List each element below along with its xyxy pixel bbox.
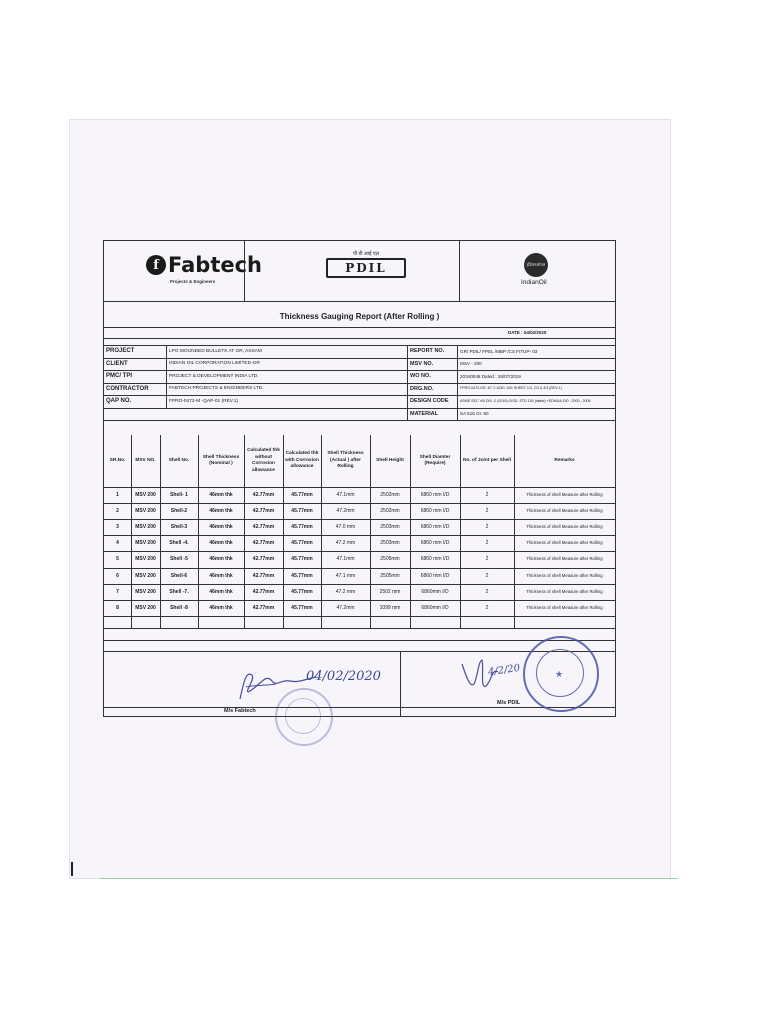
- table-cell: Shell -8: [170, 604, 188, 611]
- table-cell: 42.77mm: [252, 508, 275, 515]
- table-cell: 2: [485, 572, 489, 579]
- table-cell: Thickness of shell Measure after Rolling: [526, 604, 603, 610]
- table-cell: MSV 200: [135, 540, 156, 547]
- table-cell: 45.77mm: [291, 588, 313, 595]
- table-cell: Shell-2: [170, 508, 188, 515]
- header-divider: [459, 241, 460, 301]
- table-cell: 45.77mm: [291, 540, 313, 547]
- table-header-cell: Shell No.: [168, 457, 190, 463]
- table-cell: 47.0 mm: [335, 524, 356, 531]
- table-header-cell: No. of Joint per Shell: [463, 457, 511, 463]
- table-cell: Thickness of shell Measure after Rolling: [526, 492, 603, 497]
- table-cell: Shell- 1: [170, 492, 188, 498]
- table-cell: 47.1 mm: [335, 572, 356, 579]
- table-cell: 2: [485, 492, 489, 498]
- table-cell: 46mm thk: [209, 588, 233, 595]
- info-label: PROJECT: [106, 348, 135, 354]
- info-label: DESIGN CODE: [410, 398, 449, 404]
- table-header-cell: MSV NO.: [135, 457, 156, 463]
- info-value: INDIAN OIL CORPORATION LIMITED-GR: [169, 361, 260, 366]
- table-cell: 2: [485, 524, 489, 531]
- table-cell: 7: [116, 588, 119, 595]
- info-label: REPORT NO.: [410, 348, 445, 354]
- table-cell: 2: [485, 588, 489, 595]
- table-cell: 47.2mm: [336, 604, 355, 611]
- fabtech-logo-subtitle: Projects & Engineers: [170, 279, 216, 284]
- table-cell: 45.77mm: [291, 508, 313, 515]
- info-value: 20340048 Dated : 26/07/2019: [460, 373, 521, 379]
- table-cell: 2503mm: [380, 540, 400, 547]
- table-cell: 2502 mm: [379, 588, 401, 595]
- pdil-logo-text: PDIL: [326, 258, 406, 278]
- table-cell: MSV 200: [135, 508, 156, 515]
- pdil-stamp: [523, 636, 599, 712]
- table-cell: 42.77mm: [252, 556, 275, 563]
- fabtech-signature-label: M/s Fabtech: [224, 708, 256, 714]
- fabtech-logo-icon: f: [146, 255, 166, 275]
- info-value: ASME SEC VIII DIV -2 (2015) OISD- STD 150 (latest) +EDMUA 150 : 2000 , 2005: [460, 398, 591, 403]
- table-cell: 46mm thk: [209, 524, 233, 531]
- table-cell: 6860mm I/D: [421, 604, 449, 611]
- table-cell: 47.1mm: [336, 492, 355, 498]
- table-header-cell: SR.No.: [109, 457, 126, 463]
- table-header-cell: Calculated thk with Corrosion allowance: [285, 451, 319, 470]
- table-header-cell: Shell Diamter (Require): [419, 454, 451, 466]
- table-cell: 42.77mm: [252, 588, 275, 595]
- table-cell: 6860 mm I/D: [420, 540, 450, 547]
- table-cell: MSV 200: [135, 556, 156, 563]
- scan-mark: [71, 862, 73, 876]
- table-cell: MSV 200: [135, 492, 156, 498]
- table-cell: Shell -4.: [169, 540, 189, 547]
- table-cell: 2: [485, 604, 489, 611]
- info-row-rule: [104, 345, 615, 346]
- fabtech-logo-text: Fabtech: [168, 253, 262, 277]
- table-cell: MSV 200: [135, 572, 156, 579]
- pdil-signature-label: M/s PDIL: [497, 700, 521, 706]
- pdil-logo-hindi: पी डी आई एल: [353, 251, 379, 257]
- table-cell: 6: [116, 572, 119, 579]
- info-value: FABTECH PROJECTS & ENGINEERS LTD.: [169, 386, 264, 391]
- info-label: CONTRACTOR: [106, 385, 149, 392]
- info-divider: [457, 345, 458, 420]
- table-cell: 6860 mm I/D: [420, 556, 450, 563]
- table-cell: Thickness of shell Measure after Rolling: [526, 524, 603, 530]
- info-divider: [407, 345, 408, 420]
- table-cell: 46mm thk: [209, 572, 233, 579]
- indianoil-logo-icon: इंडियनऑयल: [524, 253, 548, 277]
- info-row-rule: [104, 370, 615, 371]
- table-cell: 47.2 mm: [335, 588, 356, 595]
- info-value: FPRO-0472-M -QAP-01 (REV.1): [169, 398, 239, 404]
- table-cell: 42.77mm: [252, 492, 275, 498]
- pdil-logo: [322, 251, 410, 279]
- table-cell: 2505mm: [380, 556, 400, 563]
- info-value: FPRO-0472-DR -67-T-103D -001 SHEET 1/3, 2/3 & 3/3 (REV.1): [460, 386, 562, 390]
- info-value: MSV - 200: [460, 361, 482, 366]
- table-cell: Shell -5: [170, 556, 188, 563]
- table-header-cell: Remarks: [554, 457, 575, 463]
- table-cell: 6860 mm I/D: [420, 524, 450, 531]
- info-row-rule: [104, 383, 615, 384]
- info-value: PROJECT & DEVELOPMENT INDIA LTD.: [169, 373, 259, 379]
- info-label: CLIENT: [106, 360, 128, 367]
- pdil-signature-date: 4/2/20: [487, 662, 521, 679]
- info-label: MSV NO.: [410, 360, 434, 367]
- table-cell: MSV 200: [135, 604, 156, 611]
- table-cell: 42.77mm: [252, 604, 275, 611]
- info-row-rule: [104, 358, 615, 359]
- table-cell: 45.77mm: [291, 604, 313, 611]
- info-divider: [166, 345, 167, 408]
- info-label: PMC/ TPI: [106, 373, 133, 379]
- table-cell: 2505mm: [380, 572, 400, 579]
- table-cell: 47.1mm: [336, 556, 355, 563]
- table-cell: 6860 mm I/D: [420, 508, 450, 515]
- table-cell: 47.2 mm: [335, 540, 356, 547]
- table-cell: Shell-6: [170, 572, 188, 579]
- info-row-rule: [104, 420, 615, 421]
- table-cell: 2503mm: [380, 524, 400, 531]
- table-cell: 45.77mm: [291, 524, 313, 531]
- info-label: DRG.NO.: [410, 385, 434, 392]
- table-header-cell: Shell Thickness (Actual ) after Rolling: [327, 451, 364, 470]
- table-cell: 46mm thk: [209, 540, 233, 547]
- table-cell: 6860 mm I/D: [420, 572, 450, 579]
- table-header-cell: Shell Thickness (Nominal ): [202, 454, 240, 466]
- table-cell: 42.77mm: [252, 572, 275, 579]
- table-cell: 3: [116, 524, 119, 531]
- table-cell: 45.77mm: [291, 492, 313, 498]
- table-cell: 47.2mm: [336, 508, 355, 515]
- table-cell: 2502mm: [380, 508, 400, 515]
- table-cell: Thickness of shell Measure after Rolling: [526, 540, 603, 546]
- table-cell: MSV 200: [135, 588, 156, 595]
- report-date: DATE : 04/02/2020: [508, 330, 547, 335]
- table-cell: Shell-3: [170, 524, 188, 531]
- table-cell: 46mm thk: [209, 492, 233, 498]
- info-label: MATERIAL: [410, 410, 439, 417]
- date-rule: [104, 338, 615, 339]
- table-cell: 6860 mm I/D: [420, 492, 450, 498]
- table-cell: Thickness of shell Measure after Rolling: [526, 556, 603, 562]
- report-title: Thickness Gauging Report (After Rolling ): [279, 312, 440, 321]
- table-cell: 6860mm I/D: [421, 588, 449, 595]
- info-label: QAP NO.: [106, 398, 132, 404]
- info-row-rule: [104, 408, 615, 409]
- table-header-cell: Shell Height: [376, 457, 404, 463]
- info-value: SA 516 Gr. 60: [460, 411, 489, 416]
- table-cell: 42.77mm: [252, 540, 275, 547]
- table-cell: Thickness of shell Measure after Rolling: [526, 508, 603, 514]
- info-label: WO NO.: [410, 373, 431, 379]
- table-cell: 2: [485, 540, 489, 547]
- table-row-rule: [104, 616, 615, 617]
- table-cell: 46mm thk: [209, 604, 233, 611]
- header-rule: [104, 301, 615, 302]
- indianoil-logo-text: IndianOil: [521, 279, 547, 286]
- table-cell: MSV 200: [135, 524, 156, 531]
- table-cell: 45.77mm: [291, 572, 313, 579]
- info-row-rule: [104, 395, 615, 396]
- header-divider: [244, 241, 245, 301]
- table-cell: 42.77mm: [252, 524, 275, 531]
- table-cell: 8: [116, 604, 119, 611]
- table-cell: Thickness of shell Measure after Rolling: [526, 588, 603, 594]
- table-cell: 46mm thk: [209, 508, 233, 515]
- table-cell: 1099 mm: [379, 604, 401, 611]
- table-cell: 5: [116, 556, 119, 563]
- table-cell: Thickness of shell Measure after Rolling: [526, 572, 603, 578]
- table-cell: Shell -7.: [169, 588, 189, 595]
- info-value: LPG MOUNDED BULLETS AT GR, ASSAM: [169, 348, 262, 354]
- info-value: GR/ PDIL/ FPEL /MBP /CS FITUP- 03: [460, 348, 538, 354]
- table-cell: 2502mm: [380, 492, 400, 498]
- table-cell: 2: [485, 556, 489, 563]
- table-cell: 46mm thk: [209, 556, 233, 563]
- title-rule: [104, 327, 615, 328]
- table-cell: 4: [116, 540, 119, 547]
- svg-text:★: ★: [554, 670, 564, 680]
- table-spacer-rule: [104, 628, 615, 629]
- table-cell: 2: [116, 508, 119, 515]
- table-cell: 2: [485, 508, 489, 515]
- scan-edge-line: [100, 878, 678, 879]
- table-header-cell: Calculated thk without Corrosion allowance: [247, 448, 280, 473]
- table-cell: 45.77mm: [291, 556, 313, 563]
- fabtech-signature-date: 04/02/2020: [306, 669, 381, 684]
- fabtech-stamp: [275, 688, 333, 746]
- table-cell: 1: [116, 492, 119, 498]
